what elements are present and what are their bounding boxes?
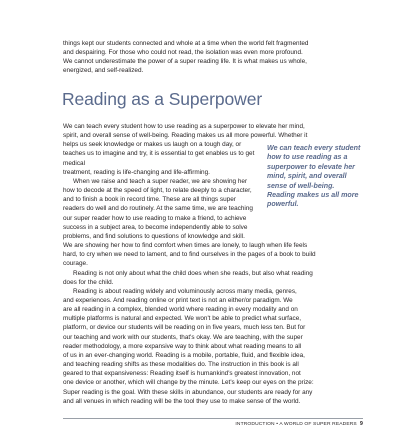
text-line: and all venues in which reading will be the tool they use to make sense of the world. — [63, 397, 301, 405]
page-number: 9 — [359, 421, 363, 427]
text-line: and despairing. For those who could not read, the isolation was even more profound. — [63, 49, 303, 57]
text-line: We can teach every student how to use reading as a superpower to elevate her mind, — [63, 123, 305, 130]
text-line: and to finish a book in record time. These are all things super — [63, 196, 236, 204]
text-line: our teaching and work with our students, that's okay. We are teaching, with the super — [63, 333, 303, 341]
text-line: things kept our students connected and whole at a time when the world felt fragmented — [63, 40, 309, 47]
paragraph-4 — [63, 287, 363, 406]
footer-rule — [63, 418, 363, 419]
text-line: Reading is not only about what the child does when she reads, but also what reading — [73, 269, 313, 277]
page-footer — [235, 421, 363, 427]
text-line: and experiences. And reading online or print text is not an either/or paradigm. We — [63, 296, 293, 304]
text-line: hard, to cry when we need to lament, and to find ourselves in the pages of a book to build — [63, 251, 316, 259]
intro-paragraph — [63, 39, 363, 76]
text-line: courage. — [63, 260, 88, 268]
text-line: geared to that expansiveness: Reading itself is humankind's greatest innovation, not — [63, 370, 301, 378]
text-line: Reading is about reading widely and voluminously across many media, genres, — [73, 287, 297, 295]
pull-quote: We can teach every student how to use reading as a superpower to elevate her mind, spirit, and overall sense of well-being. Reading makes us all more powerful. — [267, 144, 361, 209]
text-line: how to decode at the speed of light, to relate deeply to a character, — [63, 187, 252, 195]
text-line: Super reading is the goal. With these skills in abundance, our students are ready for any — [63, 388, 313, 396]
text-line: are all reading in a complex, blended world where reading in every modality and on — [63, 306, 298, 314]
text-line: does for the child. — [63, 278, 114, 286]
text-line: and teaching reading shifts as these modalities do. The instruction in this book is all — [63, 361, 299, 369]
section-heading: Reading as a Superpower — [62, 89, 263, 109]
text-line: platform, or device our students will be reading on in five years, much less ten. But for — [63, 324, 306, 332]
text-line: of us in an ever-changing world. Reading is a mobile, portable, fluid, and flexible idea, — [63, 351, 305, 359]
text-line: reader methodology, a more expansive way to think about what reading means to all — [63, 342, 302, 350]
text-line: When we raise and teach a super reader, we are showing her — [73, 177, 248, 185]
text-line: our super reader how to use reading to make a friend, to achieve — [63, 214, 247, 222]
text-line: helps us seek knowledge or makes us laugh on a tough day, or — [63, 141, 242, 149]
text-line: one device or another, which will change by the minute. Let's keep our eyes on the prize: — [63, 379, 314, 387]
text-line: spirit, and overall sense of well-being. Reading makes us all more powerful. Whether it — [63, 132, 308, 140]
text-line: We cannot underestimate the power of a super reading life. It is what makes us whole, — [63, 58, 307, 66]
text-line: readers do well and do routinely. At the same time, we are teaching — [63, 205, 253, 213]
running-head: INTRODUCTION • A WORLD OF SUPER READERS — [235, 422, 357, 427]
text-line: treatment, reading is life-changing and life-affirming. — [63, 168, 210, 176]
text-line: We are showing her how to find comfort when times are lonely, to laugh when life feels — [63, 242, 308, 250]
paragraph-3 — [63, 269, 363, 287]
text-line: success in a subject area, to become independently able to solve — [63, 223, 248, 231]
text-line: multiple platforms is natural and expected. We won't be able to predict what surface, — [63, 315, 302, 323]
text-line: energized, and self-realized. — [63, 67, 144, 75]
text-line: teaches us to imagine and try, it is essential to get enables us to get medical — [63, 150, 255, 167]
text-line: problems, and find solutions to questions of knowledge and skill. — [63, 232, 245, 240]
